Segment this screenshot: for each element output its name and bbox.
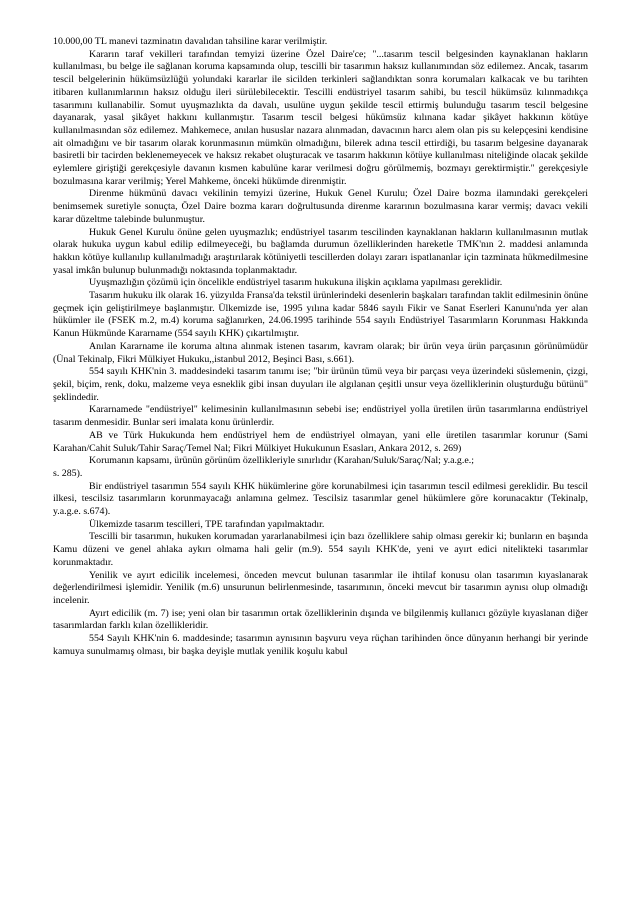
paragraph: AB ve Türk Hukukunda hem endüstriyel hem de endüstriyel olmayan, yani elle üretilen tasarımlar korunur (Sami Karahan/Cahit Suluk/Tahir Saraç/Temel Nal; Fikri Mülkiyet Hukukunun Esasları, Ankara 2012, s. 269) [53,429,588,454]
paragraph: Anılan Kararname ile koruma altına alınmak istenen tasarım, kavram olarak; bir ürün veya ürün parçasının görünümüdür (Ünal Tekinalp, Fikri Mülkiyet Hukuku,,istanbul 2012, Beşinci Bası, s.661). [53,340,588,365]
paragraph: 10.000,00 TL manevi tazminatın davalıdan tahsiline karar verilmiştir. [53,36,328,47]
paragraph: Kararın taraf vekilleri tarafından temyizi üzerine Özel Daire'ce; "...tasarım tescil belgesinden kaynaklanan hakların kullanılması, bu belge ile sağlanan koruma kapsamında olup, tescilli bir tasarımın haksız kullanımından söz edilemez. Ancak, tasarım tescil belgelerinin hükümsüzlüğü yolundaki kararlar ile sicilden terkinleri sağlandıktan sonra korumaları kalkacak ve bu tarihten itibaren kullanımlarının haksız olduğu ileri sürülebilecektir. Tescilli endüstriyel tasarım sahibi, bu tescil hükümsüz kılınmadıkça tasarımını kullanabilir. Somut uyuşmazlıkta da davalı, usulüne uygun şekilde tescil ettirmiş bulunduğu tasarım tescil belgesine dayanarak, yasal şikâyet hakkını kullanmıştır. Tasarım tescil belgesi hükümsüz kılınana kadar şikâyet hakkının kötüye kullanılmasından söz edilemez. Mahkemece, anılan hususlar nazara alınmadan, davacının harcı alem olan pis su kelepçesini kendisine ait olmadığını ve bir tasarım olarak korunmasının mümkün olmadığını, bilerek adına tescil ettirdiği, bu tasarım belgesine dayanarak basiretli bir tacirden beklenemeyecek ve haksız rekabet oluşturacak ve tasarım hakkının kötüye kullanılması niteliğinde olacak şekilde eylemlere giriştiği gerekçesiyle davanın kısmen kabulüne karar verilmesi doğru görülmemiş, bozmayı gerektirmiştir." gerekçesiyle bozulmasına karar verilmiş; Yerel Mahkeme, önceki hükümde direnmiştir. [53,48,588,187]
paragraph: s. 285). [53,467,83,479]
paragraph: Uyuşmazlığın çözümü için öncelikle endüstriyel tasarım hukukuna ilişkin açıklama yapılması gereklidir. [89,277,503,289]
paragraph: Korumanın kapsamı, ürünün görünüm özellikleriyle sınırlıdır (Karahan/Suluk/Saraç/Nal; y.a.g.e.; [89,455,474,467]
paragraph: Bir endüstriyel tasarımın 554 sayılı KHK hükümlerine göre korunabilmesi için tasarımın tescil edilmesi gereklidir. Bu tescil ilkesi, tescilsiz tasarımların korunmayacağı anlamına gelmez. Tescilsiz tasarımlar genel hükümlere göre korunacaktır (Tekinalp, y.a.g.e. s.674). [53,480,588,518]
paragraph: Kararnamede "endüstriyel" kelimesinin kullanılmasının sebebi ise; endüstriyel yolla üretilen ürün tasarımlarına endüstriyel tasarım denmesidir. Bunlar seri imalata konu ürünlerdir. [53,404,588,429]
paragraph: Tasarım hukuku ilk olarak 16. yüzyılda Fransa'da tekstil ürünlerindeki desenlerin başkaları tarafından taklit edilmesinin önüne geçmek için geliştirilmeye başlanmıştır. Ülkemizde ise, 1995 yılına kadar 5846 sayılı Fikir ve Sanat Eserleri Kanunu'nda yer alan hükümler ile (FSEK m.2, m.4) koruma sağlanırken, 24.06.1995 tarihinde 554 sayılı Endüstriyel Tasarımların Korunması Hakkında Kanun Hükmünde Kararname (554 sayılı KHK) çıkartılmıştır. [53,290,588,340]
paragraph: Ülkemizde tasarım tescilleri, TPE tarafından yapılmaktadır. [89,518,325,530]
paragraph: Hukuk Genel Kurulu önüne gelen uyuşmazlık; endüstriyel tasarım tescilinden kaynaklanan hakların kullanılmasının mutlak olarak hukuka uygun kabul edilip edilmeyeceği, bu bağlamda durumun özelliklerinden hareketle TMK'nın 2. maddesi anlamında hakkın kötüye kullanılıp kullanılmadığı araştırılarak kötüniyetli tescillerden dolayı zararı ispatlananlar için tazminata hükmedilmesine yasal imkân bulunup bulunmadığı noktasında toplanmaktadır. [53,226,588,276]
paragraph: Tescilli bir tasarımın, hukuken korumadan yararlanabilmesi için bazı özelliklere sahip olması gerekir ki; bunların en başında Kamu düzeni ve genel ahlaka aykırı olmama hali gelir (m.9). 554 sayılı KHK'de, yeni ve ayırt edici nitelikteki tasarımlar korunmaktadır. [53,531,588,568]
paragraph: Yenilik ve ayırt edicilik incelemesi, önceden mevcut bulunan tasarımlar ile ihtilaf konusu olan tasarımın kıyaslanarak değerlendirilmesi işlemidir. Yenilik (m.6) unsurunun belirlenmesinde, tasarımının, önceki mevcut bir tasarımın aynısı olup olmadığı incelenir. [53,569,588,606]
paragraph: 554 Sayılı KHK'nin 6. maddesinde; tasarımın aynısının başvuru veya rüçhan tarihinden önce dünyanın herhangi bir yerinde kamuya sunulmamış olması, bir başka deyişle mutlak yenilik koşulu kabul [53,633,588,657]
paragraph: Ayırt edicilik (m. 7) ise; yeni olan bir tasarımın ortak özelliklerinin dışında ve bilgilenmiş kullanıcı gözüyle kıyaslanan diğer tasarımlardan farklı kılan özellikleridir. [53,607,588,632]
paragraph: Direnme hükmünü davacı vekilinin temyizi üzerine, Hukuk Genel Kurulu; Özel Daire bozma ilamındaki gerekçeleri benimsemek suretiyle sonuçta, Özel Daire bozma kararı doğrultusunda direnme kararının bozulmasına karar vermiş; davacı vekili karar düzeltme talebinde bulunmuştur. [53,188,588,225]
paragraph: 554 sayılı KHK'nin 3. maddesindeki tasarım tanımı ise; "bir ürünün tümü veya bir parçası veya üzerindeki süslemenin, çizgi, şekil, biçim, renk, doku, malzeme veya esneklik gibi insan duyuları ile algılanan çeşitli unsur veya özelliklerinin oluşturduğu bütünü" şeklindedir. [53,366,588,403]
